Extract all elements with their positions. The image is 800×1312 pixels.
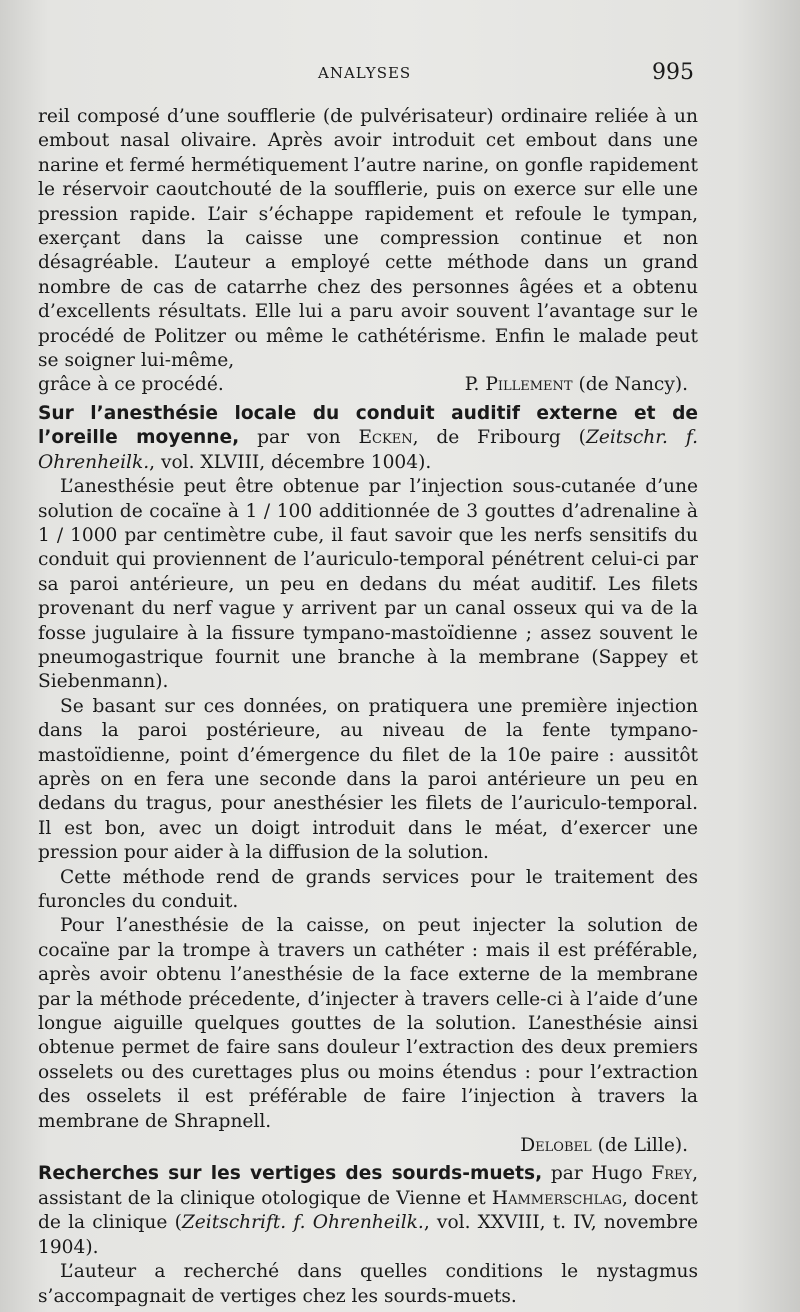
article-author-2: Hammerschlag <box>491 1187 622 1209</box>
paragraph-last-line: grâce à ce procédé. <box>38 374 224 396</box>
signature-block <box>465 373 698 397</box>
article-ref: , vol. XXVIII, t. IV, novembre 1904). <box>38 1212 698 1258</box>
section-title: ANALYSES <box>318 64 412 82</box>
article1-signature <box>38 1134 698 1158</box>
article-title-vertiges <box>38 1162 698 1260</box>
running-head <box>0 62 800 86</box>
article-ref: , vol. XLVIII, décembre 1004). <box>149 451 432 473</box>
body-text <box>38 105 698 1309</box>
reviewer-place: (de Lille). <box>597 1135 688 1157</box>
page-number: 995 <box>652 60 694 85</box>
article-by: par Hugo <box>542 1163 652 1185</box>
article-heading: Recherches sur les vertiges des sourds-muets, <box>38 1163 543 1185</box>
article1-paragraph-1: L’anesthésie peut être obtenue par l’injection sous-cutanée d’une solution de cocaïne à 1 / 100 additionnée de 3 gouttes d’adrenaline à 1 / 1000 par centimètre cube, il faut savoir que les nerfs sensitifs du conduit qui proviennent de l’auriculo-temporal pénétrent celui-ci par sa paroi antérieure, un peu en dedans du méat auditif. Les filets provenant du nerf vague y arrivent par un canal osseux qui va de la fosse jugulaire à la fissure tympano-mastoïdienne ; assez souvent le pneumogastrique fournit une branche à la membrane (Sappey et Siebenmann). <box>38 476 698 693</box>
article1-paragraph-3: Cette méthode rend de grands services pour le traitement des furoncles du conduit. <box>38 866 698 912</box>
reviewer-place: (de Nancy). <box>578 374 688 396</box>
article-title-anesthesie <box>38 402 698 475</box>
review-signature <box>38 373 698 397</box>
article-heading: Sur l’anesthésie locale du conduit auditif externe et de l’oreille moyenne, <box>38 402 698 449</box>
article-author: Ecken <box>358 427 413 449</box>
continued-paragraph: reil composé d’une soufflerie (de pulvérisateur) ordinaire reliée à un embout nasal olivaire. Après avoir introduit cet embout dans une narine et fermé hermétiquement l’autre narine, on gonfle rapidement le réservoir caoutchouté de la soufflerie, puis on exerce sur elle une pression rapide. L’air s’échappe rapidement et refoule le tympan, exerçant dans la caisse une compression continue et non désagréable. L’auteur a employé cette méthode dans un grand nombre de cas de catarrhe chez des personnes âgées et a obtenu d’excellents résultats. Elle lui a paru avoir souvent l’avantage sur le procédé de Politzer ou même le cathétérisme. Enfin le malade peut se soigner lui-même, <box>38 106 698 372</box>
article1-paragraph-4: Pour l’anesthésie de la caisse, on peut injecter la solution de cocaïne par la trompe à travers un cathéter : mais il est préférable, après avoir obtenu l’anesthésie de la face externe de la membrane par la méthode précedente, d’injecter à travers celle-ci à l’aide d’une longue aiguille quelques gouttes de la solution. L’anesthésie ainsi obtenue permet de faire sans douleur l’extraction des deux premiers osselets ou des curettages plus ou moins étendus : pour l’extraction des osselets il est préférable de faire l’injection à travers la membrane de Shrapnell. <box>38 915 698 1132</box>
article1-paragraph-2: Se basant sur ces données, on pratiquera une première injection dans la paroi postérieure, au niveau de la fente tympano-mastoïdienne, point d’émergence du filet de la 10e paire : aussitôt après on en fera une seconde dans la paroi antérieure un peu en dedans du tragus, pour anesthésier les filets de l’auriculo-temporal. Il est bon, avec un doigt introduit dans le méat, d’exercer une pression pour aider à la diffusion de la solution. <box>38 695 698 864</box>
article-role-2: , docent de la clinique ( <box>38 1187 698 1234</box>
reviewer-name: P. Pillement <box>464 374 573 396</box>
article-journal: Zeitschr. f. Ohrenheilk. <box>38 427 698 473</box>
article-author-1: Frey <box>651 1163 693 1185</box>
reviewer-name: Delobel <box>520 1135 592 1157</box>
article2-paragraph-1: L’auteur a recherché dans quelles conditions le nystagmus s’accompagnait de vertiges chez les sourds-muets. <box>38 1261 698 1307</box>
article-place: , de Fribourg ( <box>412 427 586 449</box>
article-journal: Zeitschrift. f. Ohrenheilk. <box>181 1212 424 1234</box>
article-role-1: , assistant de la clinique otologique de Vienne et <box>38 1163 698 1209</box>
article-by: par von <box>239 427 359 449</box>
